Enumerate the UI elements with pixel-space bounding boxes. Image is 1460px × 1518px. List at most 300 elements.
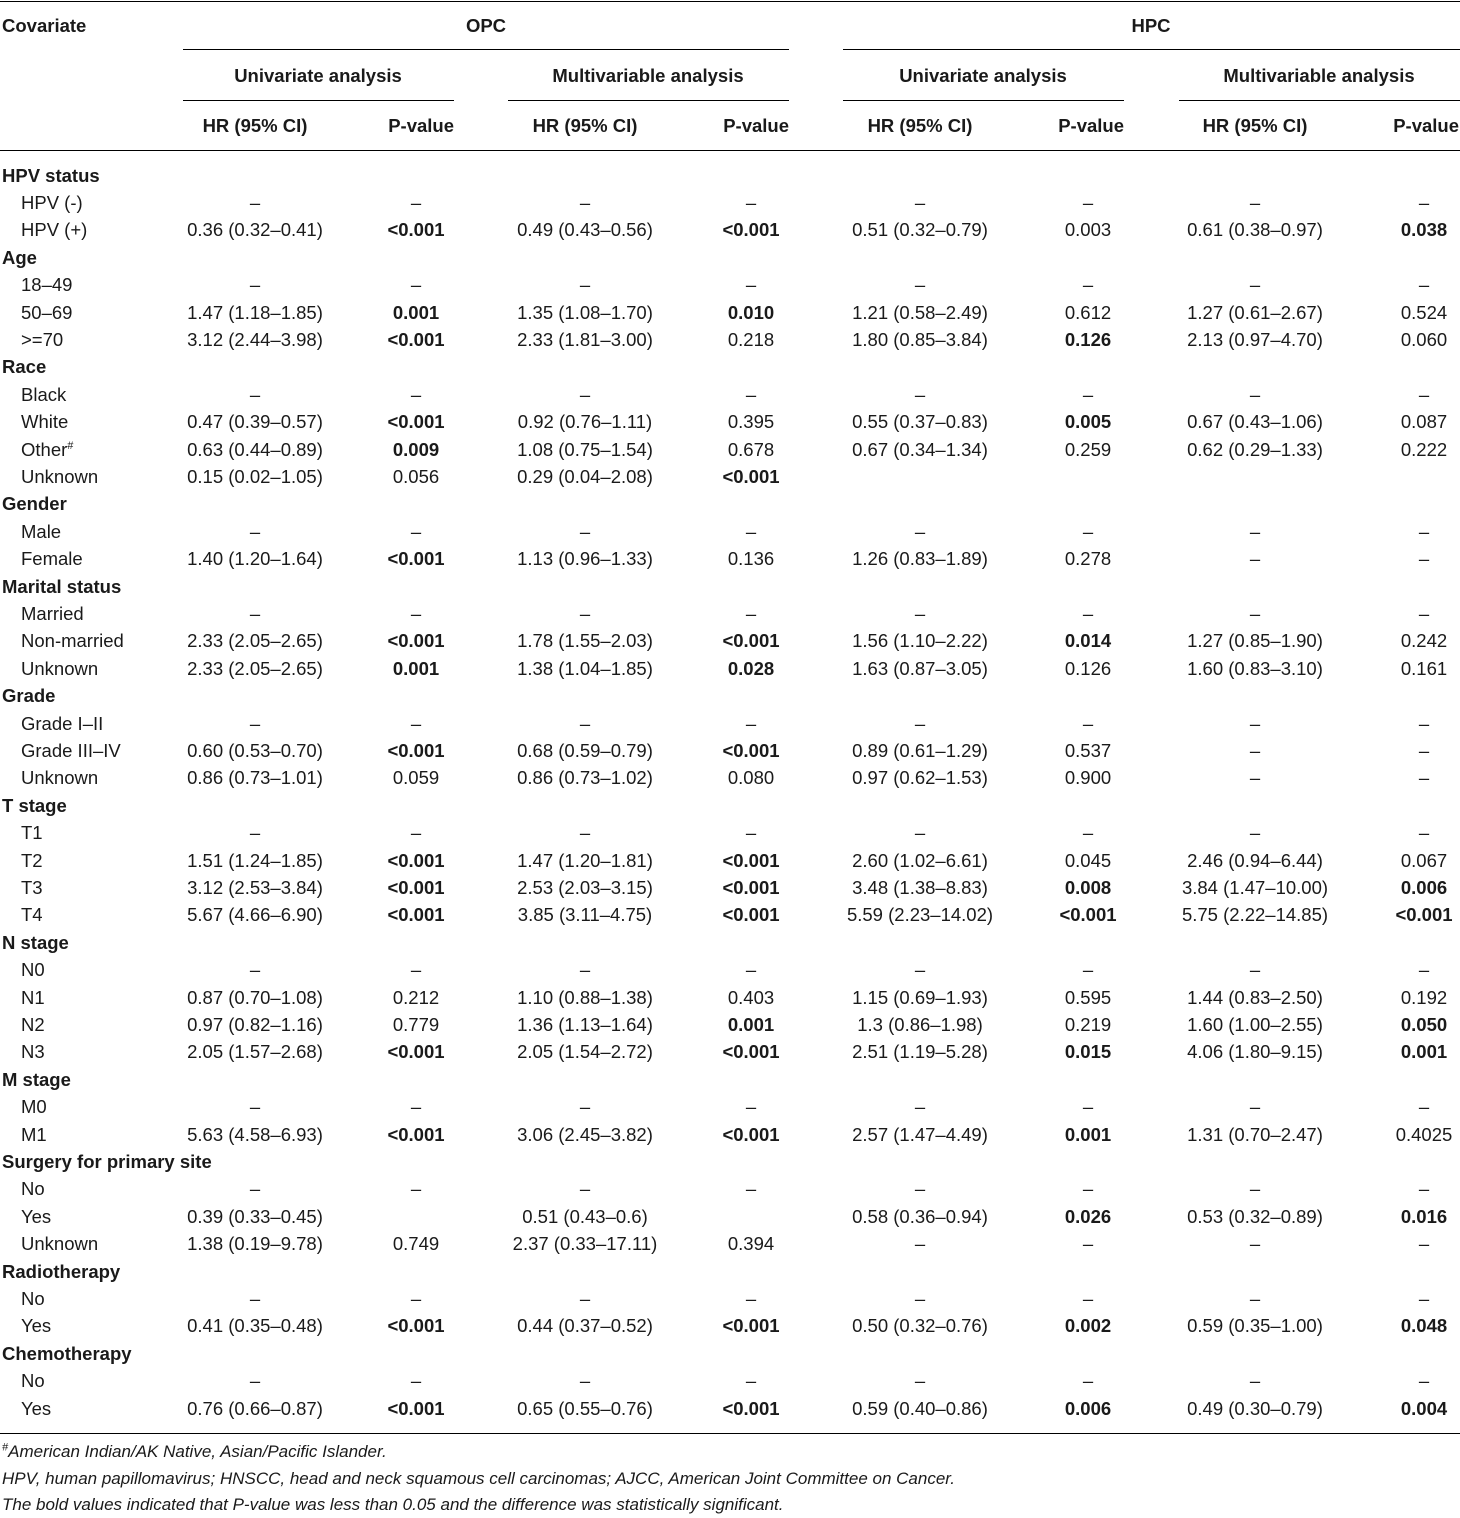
hr-value: 3.06 (2.45–3.82) bbox=[517, 1123, 653, 1145]
hr-value: 0.47 (0.39–0.57) bbox=[187, 411, 323, 433]
section-title: Surgery for primary site bbox=[2, 1150, 212, 1172]
hr-value: 0.61 (0.38–0.97) bbox=[1187, 219, 1323, 241]
row-label: Yes bbox=[21, 1397, 52, 1419]
hr-value: 3.85 (3.11–4.75) bbox=[517, 904, 653, 926]
p-value: – bbox=[1082, 1233, 1094, 1255]
section-title: Grade bbox=[2, 685, 56, 707]
hr-value: 1.35 (1.08–1.70) bbox=[517, 301, 653, 323]
p-value: – bbox=[1418, 1370, 1430, 1392]
p-value: 0.595 bbox=[1064, 986, 1112, 1008]
p-value: – bbox=[1418, 383, 1430, 405]
p-value: – bbox=[745, 712, 757, 734]
opc-univariate-rule bbox=[183, 100, 454, 101]
hr-value: – bbox=[579, 1287, 591, 1309]
hr-value: – bbox=[914, 602, 926, 624]
footnote bbox=[2, 1469, 955, 1489]
analysis-header-opc-univariate: Univariate analysis bbox=[234, 65, 402, 86]
hr-value: – bbox=[914, 383, 926, 405]
p-value: 0.028 bbox=[727, 657, 775, 679]
p-value: <0.001 bbox=[722, 630, 780, 652]
hr-value: 2.33 (2.05–2.65) bbox=[187, 657, 323, 679]
p-value: 0.004 bbox=[1400, 1397, 1448, 1419]
table-bottom-rule bbox=[0, 1433, 1460, 1434]
row-label: 18–49 bbox=[21, 274, 73, 296]
hr-value: – bbox=[249, 274, 261, 296]
hpc-group-rule bbox=[843, 49, 1460, 50]
p-value: 0.060 bbox=[1400, 328, 1448, 350]
hr-value: 2.46 (0.94–6.44) bbox=[1187, 849, 1323, 871]
p-value: 0.016 bbox=[1400, 1205, 1448, 1227]
hr-value: – bbox=[914, 1287, 926, 1309]
hr-value: 2.37 (0.33–17.11) bbox=[512, 1233, 658, 1255]
hr-value: 0.53 (0.32–0.89) bbox=[1187, 1205, 1323, 1227]
hr-value: 1.08 (0.75–1.54) bbox=[517, 438, 653, 460]
p-value: – bbox=[1082, 712, 1094, 734]
p-value: <0.001 bbox=[387, 411, 445, 433]
group-header-hpc: HPC bbox=[1131, 15, 1171, 36]
p-value: 0.087 bbox=[1400, 411, 1448, 433]
p-value: 0.161 bbox=[1400, 657, 1448, 679]
hr-value: 5.63 (4.58–6.93) bbox=[187, 1123, 323, 1145]
p-value: – bbox=[745, 520, 757, 542]
p-value: – bbox=[1082, 959, 1094, 981]
covariate-header: Covariate bbox=[2, 15, 87, 36]
p-value: 0.678 bbox=[727, 438, 775, 460]
hr-value: 1.13 (0.96–1.33) bbox=[517, 548, 653, 570]
p-value: 0.524 bbox=[1400, 301, 1448, 323]
analysis-header-hpc-multivariable: Multivariable analysis bbox=[1223, 65, 1415, 86]
p-value: – bbox=[1418, 1096, 1430, 1118]
hr-value: – bbox=[249, 1096, 261, 1118]
p-value: – bbox=[745, 383, 757, 405]
hr-value: – bbox=[914, 1233, 926, 1255]
hr-value: 0.50 (0.32–0.76) bbox=[852, 1315, 988, 1337]
hr-value: – bbox=[914, 274, 926, 296]
p-value: – bbox=[410, 959, 422, 981]
p-value: – bbox=[1418, 1287, 1430, 1309]
hr-value: – bbox=[1249, 1233, 1261, 1255]
hr-value: 1.31 (0.70–2.47) bbox=[1187, 1123, 1323, 1145]
p-value: – bbox=[745, 959, 757, 981]
p-value: <0.001 bbox=[722, 739, 780, 761]
p-value: <0.001 bbox=[387, 1315, 445, 1337]
hr-value: – bbox=[249, 383, 261, 405]
p-value: <0.001 bbox=[722, 465, 780, 487]
hr-value: – bbox=[579, 602, 591, 624]
p-value: <0.001 bbox=[722, 849, 780, 871]
p-value: <0.001 bbox=[1395, 904, 1453, 926]
top-rule bbox=[0, 1, 1460, 2]
hr-value: 2.33 (2.05–2.65) bbox=[187, 630, 323, 652]
row-label: T2 bbox=[21, 849, 43, 871]
p-value: – bbox=[1082, 1287, 1094, 1309]
p-value: 0.048 bbox=[1400, 1315, 1448, 1337]
hpc-univariate-rule bbox=[843, 100, 1124, 101]
hr-value: 0.62 (0.29–1.33) bbox=[1187, 438, 1323, 460]
header-bottom-rule bbox=[0, 150, 1460, 151]
p-value: 0.192 bbox=[1400, 986, 1448, 1008]
p-value: 0.008 bbox=[1064, 876, 1112, 898]
hr-value: 0.65 (0.55–0.76) bbox=[517, 1397, 653, 1419]
p-value: 0.003 bbox=[1064, 219, 1112, 241]
p-value: 0.136 bbox=[727, 548, 775, 570]
p-value: – bbox=[1418, 822, 1430, 844]
hr-header: HR (95% CI) bbox=[867, 115, 973, 136]
opc-group-rule bbox=[183, 49, 789, 50]
hr-value: – bbox=[579, 1178, 591, 1200]
section-title: M stage bbox=[2, 1068, 71, 1090]
hr-value: 1.40 (1.20–1.64) bbox=[187, 548, 323, 570]
hr-value: – bbox=[1249, 959, 1261, 981]
p-value: 0.126 bbox=[1064, 328, 1112, 350]
p-value: 0.067 bbox=[1400, 849, 1448, 871]
p-value: – bbox=[1082, 191, 1094, 213]
p-value: – bbox=[410, 1370, 422, 1392]
p-value: – bbox=[745, 1096, 757, 1118]
hr-value: 2.05 (1.57–2.68) bbox=[187, 1041, 323, 1063]
hr-value: 0.60 (0.53–0.70) bbox=[187, 739, 323, 761]
hr-value: 0.55 (0.37–0.83) bbox=[852, 411, 988, 433]
row-label: Grade III–IV bbox=[21, 739, 121, 761]
section-title: N stage bbox=[2, 931, 69, 953]
hr-value: – bbox=[1249, 822, 1261, 844]
p-value: 0.010 bbox=[727, 301, 775, 323]
p-value: – bbox=[1418, 274, 1430, 296]
p-value: <0.001 bbox=[722, 1123, 780, 1145]
p-value: – bbox=[1418, 602, 1430, 624]
row-label: Grade I–II bbox=[21, 712, 104, 734]
hr-value: – bbox=[579, 1370, 591, 1392]
hr-value: 0.76 (0.66–0.87) bbox=[187, 1397, 323, 1419]
hr-value: 0.58 (0.36–0.94) bbox=[852, 1205, 988, 1227]
p-value: 0.045 bbox=[1064, 849, 1112, 871]
p-value: 0.749 bbox=[392, 1233, 440, 1255]
p-value: <0.001 bbox=[387, 1397, 445, 1419]
hr-value: – bbox=[1249, 548, 1261, 570]
hr-value: 1.47 (1.20–1.81) bbox=[517, 849, 653, 871]
p-value: – bbox=[1418, 767, 1430, 789]
p-value: – bbox=[1082, 1178, 1094, 1200]
hr-value: 0.51 (0.32–0.79) bbox=[852, 219, 988, 241]
row-label: N0 bbox=[21, 959, 45, 981]
hr-value: – bbox=[914, 822, 926, 844]
hr-value: – bbox=[1249, 274, 1261, 296]
p-header: P-value bbox=[723, 115, 789, 136]
section-title: HPV status bbox=[2, 164, 100, 186]
hr-value: – bbox=[579, 959, 591, 981]
row-label: Black bbox=[21, 383, 67, 405]
p-value: <0.001 bbox=[387, 904, 445, 926]
p-value: <0.001 bbox=[722, 1315, 780, 1337]
hr-value: – bbox=[1249, 712, 1261, 734]
row-label: Unknown bbox=[21, 465, 99, 487]
hr-value: – bbox=[249, 822, 261, 844]
row-label: M1 bbox=[21, 1123, 47, 1145]
hr-value: 0.97 (0.62–1.53) bbox=[852, 767, 988, 789]
hr-value: 0.44 (0.37–0.52) bbox=[517, 1315, 653, 1337]
p-value: <0.001 bbox=[387, 1041, 445, 1063]
p-value: – bbox=[1418, 712, 1430, 734]
hr-value: 3.84 (1.47–10.00) bbox=[1181, 876, 1329, 898]
row-label: >=70 bbox=[21, 328, 64, 350]
p-value: – bbox=[745, 274, 757, 296]
p-value: 0.006 bbox=[1400, 876, 1448, 898]
p-value: – bbox=[1082, 274, 1094, 296]
hr-value: 5.59 (2.23–14.02) bbox=[846, 904, 994, 926]
p-value: 0.059 bbox=[392, 767, 440, 789]
hr-value: – bbox=[249, 191, 261, 213]
row-label: HPV (-) bbox=[21, 191, 83, 213]
hr-value: – bbox=[579, 274, 591, 296]
p-value: 0.080 bbox=[727, 767, 775, 789]
hr-value: 2.05 (1.54–2.72) bbox=[517, 1041, 653, 1063]
p-value: <0.001 bbox=[722, 1397, 780, 1419]
p-value: <0.001 bbox=[387, 876, 445, 898]
p-value: – bbox=[745, 602, 757, 624]
hr-value: 0.89 (0.61–1.29) bbox=[852, 739, 988, 761]
hr-value: – bbox=[1249, 1287, 1261, 1309]
hr-value: – bbox=[249, 520, 261, 542]
row-label: T3 bbox=[21, 876, 43, 898]
p-value: – bbox=[1082, 1096, 1094, 1118]
p-value: – bbox=[1418, 1233, 1430, 1255]
hr-value: 0.51 (0.43–0.6) bbox=[522, 1205, 648, 1227]
p-value: <0.001 bbox=[387, 548, 445, 570]
p-value: – bbox=[745, 191, 757, 213]
row-label: No bbox=[21, 1287, 45, 1309]
p-value: – bbox=[745, 1178, 757, 1200]
p-value: 0.038 bbox=[1400, 219, 1448, 241]
p-value: 0.394 bbox=[727, 1233, 775, 1255]
section-title: Age bbox=[2, 246, 37, 268]
p-value: – bbox=[1418, 191, 1430, 213]
p-value: 0.015 bbox=[1064, 1041, 1112, 1063]
p-value: 0.537 bbox=[1064, 739, 1112, 761]
p-value: – bbox=[410, 1096, 422, 1118]
row-label: Female bbox=[21, 548, 83, 570]
p-value: 0.126 bbox=[1064, 657, 1112, 679]
hr-value: 3.12 (2.53–3.84) bbox=[187, 876, 323, 898]
p-value: – bbox=[745, 822, 757, 844]
p-value: <0.001 bbox=[722, 876, 780, 898]
p-value: – bbox=[1082, 1370, 1094, 1392]
row-label: N3 bbox=[21, 1041, 45, 1063]
footnote-text: HPV, human papillomavirus; HNSCC, head and neck squamous cell carcinomas; AJCC, American Joint Committee on Cancer. bbox=[2, 1469, 956, 1488]
footnote-text: American Indian/AK Native, Asian/Pacific Islander. bbox=[8, 1442, 387, 1461]
hr-value: 1.44 (0.83–2.50) bbox=[1187, 986, 1323, 1008]
hr-value: 0.63 (0.44–0.89) bbox=[187, 438, 323, 460]
hr-value: – bbox=[1249, 1370, 1261, 1392]
row-label: T1 bbox=[21, 822, 43, 844]
p-value: – bbox=[1082, 602, 1094, 624]
hr-value: 0.68 (0.59–0.79) bbox=[517, 739, 653, 761]
p-value: <0.001 bbox=[387, 1123, 445, 1145]
hr-value: 1.27 (0.85–1.90) bbox=[1187, 630, 1323, 652]
row-label: Unknown bbox=[21, 767, 99, 789]
p-value: 0.001 bbox=[1064, 1123, 1112, 1145]
hr-value: – bbox=[579, 191, 591, 213]
hr-value: – bbox=[1249, 1178, 1261, 1200]
hr-value: 2.13 (0.97–4.70) bbox=[1187, 328, 1323, 350]
p-value: – bbox=[410, 383, 422, 405]
hr-value: 1.21 (0.58–2.49) bbox=[852, 301, 988, 323]
section-title: Chemotherapy bbox=[2, 1342, 132, 1364]
p-value: 0.212 bbox=[392, 986, 440, 1008]
p-value: – bbox=[1418, 520, 1430, 542]
row-label: Yes bbox=[21, 1205, 52, 1227]
p-value: 0.014 bbox=[1064, 630, 1112, 652]
hr-value: – bbox=[914, 191, 926, 213]
p-value: 0.779 bbox=[392, 1013, 440, 1035]
p-value: 0.218 bbox=[727, 328, 775, 350]
p-value: – bbox=[410, 1178, 422, 1200]
hr-value: 0.15 (0.02–1.05) bbox=[187, 465, 323, 487]
p-value: 0.026 bbox=[1064, 1205, 1112, 1227]
row-label: N1 bbox=[21, 986, 45, 1008]
opc-multivariable-rule bbox=[508, 100, 789, 101]
hr-value: 0.97 (0.82–1.16) bbox=[187, 1013, 323, 1035]
hpc-multivariable-rule bbox=[1179, 100, 1460, 101]
p-value: – bbox=[410, 520, 422, 542]
row-label: Yes bbox=[21, 1315, 52, 1337]
row-label: White bbox=[21, 411, 69, 433]
hr-value: 2.60 (1.02–6.61) bbox=[852, 849, 988, 871]
hr-header: HR (95% CI) bbox=[1202, 115, 1308, 136]
hr-value: 0.36 (0.32–0.41) bbox=[187, 219, 323, 241]
hr-value: – bbox=[579, 520, 591, 542]
p-value: 0.219 bbox=[1064, 1013, 1112, 1035]
p-header: P-value bbox=[1393, 115, 1459, 136]
p-value: – bbox=[410, 191, 422, 213]
row-label: M0 bbox=[21, 1096, 47, 1118]
hr-value: – bbox=[1249, 602, 1261, 624]
p-value: <0.001 bbox=[387, 849, 445, 871]
p-value: – bbox=[410, 712, 422, 734]
group-header-opc: OPC bbox=[465, 15, 507, 36]
row-label: Married bbox=[21, 602, 84, 624]
section-title: Radiotherapy bbox=[2, 1260, 121, 1282]
footnote bbox=[2, 1442, 387, 1462]
p-value: 0.001 bbox=[727, 1013, 775, 1035]
hr-value: – bbox=[249, 1370, 261, 1392]
row-label: Male bbox=[21, 520, 62, 542]
hr-value: 5.75 (2.22–14.85) bbox=[1181, 904, 1329, 926]
p-value: <0.001 bbox=[387, 739, 445, 761]
hr-value: 3.48 (1.38–8.83) bbox=[852, 876, 988, 898]
hr-value: – bbox=[249, 602, 261, 624]
hr-value: – bbox=[1249, 520, 1261, 542]
p-value: 0.001 bbox=[392, 657, 440, 679]
hr-value: 1.38 (1.04–1.85) bbox=[517, 657, 653, 679]
p-value: – bbox=[1082, 822, 1094, 844]
hr-value: – bbox=[914, 520, 926, 542]
p-value: 0.242 bbox=[1400, 630, 1448, 652]
footnote-marker: # bbox=[67, 439, 74, 452]
hr-value: 1.60 (0.83–3.10) bbox=[1187, 657, 1323, 679]
p-value: 0.005 bbox=[1064, 411, 1112, 433]
p-value: 0.4025 bbox=[1395, 1123, 1453, 1145]
p-value: 0.050 bbox=[1400, 1013, 1448, 1035]
hr-value: 3.12 (2.44–3.98) bbox=[187, 328, 323, 350]
hr-value: – bbox=[579, 1096, 591, 1118]
row-label: 50–69 bbox=[21, 301, 73, 323]
row-label: Non-married bbox=[21, 630, 124, 652]
p-value: – bbox=[1418, 739, 1430, 761]
hr-value: 0.67 (0.34–1.34) bbox=[852, 438, 988, 460]
hr-value: 1.78 (1.55–2.03) bbox=[517, 630, 653, 652]
hr-value: – bbox=[1249, 383, 1261, 405]
p-value: – bbox=[410, 1287, 422, 1309]
p-value: 0.395 bbox=[727, 411, 775, 433]
hr-value: 4.06 (1.80–9.15) bbox=[1187, 1041, 1323, 1063]
analysis-header-hpc-univariate: Univariate analysis bbox=[899, 65, 1067, 86]
hr-value: 1.47 (1.18–1.85) bbox=[187, 301, 323, 323]
hr-header: HR (95% CI) bbox=[532, 115, 638, 136]
hr-value: – bbox=[579, 712, 591, 734]
p-value: <0.001 bbox=[387, 219, 445, 241]
p-value: <0.001 bbox=[722, 904, 780, 926]
hr-value: 1.36 (1.13–1.64) bbox=[517, 1013, 653, 1035]
hr-value: 1.38 (0.19–9.78) bbox=[187, 1233, 323, 1255]
section-title: Gender bbox=[2, 493, 67, 515]
p-value: 0.006 bbox=[1064, 1397, 1112, 1419]
hr-value: 0.29 (0.04–2.08) bbox=[517, 465, 653, 487]
row-label: T4 bbox=[21, 904, 43, 926]
p-value: – bbox=[410, 274, 422, 296]
p-value: – bbox=[1082, 520, 1094, 542]
p-value: <0.001 bbox=[722, 219, 780, 241]
p-value: 0.001 bbox=[1400, 1041, 1448, 1063]
hr-value: 1.15 (0.69–1.93) bbox=[852, 986, 988, 1008]
hr-value: 1.60 (1.00–2.55) bbox=[1187, 1013, 1323, 1035]
hr-value: – bbox=[249, 712, 261, 734]
p-value: <0.001 bbox=[722, 1041, 780, 1063]
hr-value: 5.67 (4.66–6.90) bbox=[187, 904, 323, 926]
p-header: P-value bbox=[388, 115, 454, 136]
p-value: 0.900 bbox=[1064, 767, 1112, 789]
section-title: Race bbox=[2, 356, 47, 378]
hr-value: 0.59 (0.40–0.86) bbox=[852, 1397, 988, 1419]
row-label: HPV (+) bbox=[21, 219, 88, 241]
hr-value: – bbox=[914, 1370, 926, 1392]
p-value: 0.009 bbox=[392, 438, 440, 460]
p-value: 0.278 bbox=[1064, 548, 1112, 570]
p-value: 0.403 bbox=[727, 986, 775, 1008]
p-value: – bbox=[1418, 548, 1430, 570]
hr-value: 0.49 (0.43–0.56) bbox=[517, 219, 653, 241]
hr-value: 0.59 (0.35–1.00) bbox=[1187, 1315, 1323, 1337]
hr-value: – bbox=[914, 1096, 926, 1118]
hr-value: 2.33 (1.81–3.00) bbox=[517, 328, 653, 350]
row-label: Unknown bbox=[21, 657, 99, 679]
hr-value: 1.10 (0.88–1.38) bbox=[517, 986, 653, 1008]
hr-value: 2.51 (1.19–5.28) bbox=[852, 1041, 988, 1063]
row-label: Other# bbox=[21, 438, 74, 460]
hr-value: 0.87 (0.70–1.08) bbox=[187, 986, 323, 1008]
hr-value: – bbox=[249, 1287, 261, 1309]
hr-value: – bbox=[914, 1178, 926, 1200]
hr-value: – bbox=[249, 1178, 261, 1200]
hr-value: – bbox=[249, 959, 261, 981]
p-value: – bbox=[1418, 1178, 1430, 1200]
hr-value: 0.92 (0.76–1.11) bbox=[517, 411, 653, 433]
hr-value: – bbox=[914, 712, 926, 734]
hr-value: 1.27 (0.61–2.67) bbox=[1187, 301, 1323, 323]
footnote-marker: # bbox=[2, 1441, 9, 1454]
p-value: 0.259 bbox=[1064, 438, 1112, 460]
hr-value: 0.67 (0.43–1.06) bbox=[1187, 411, 1323, 433]
p-header: P-value bbox=[1058, 115, 1124, 136]
